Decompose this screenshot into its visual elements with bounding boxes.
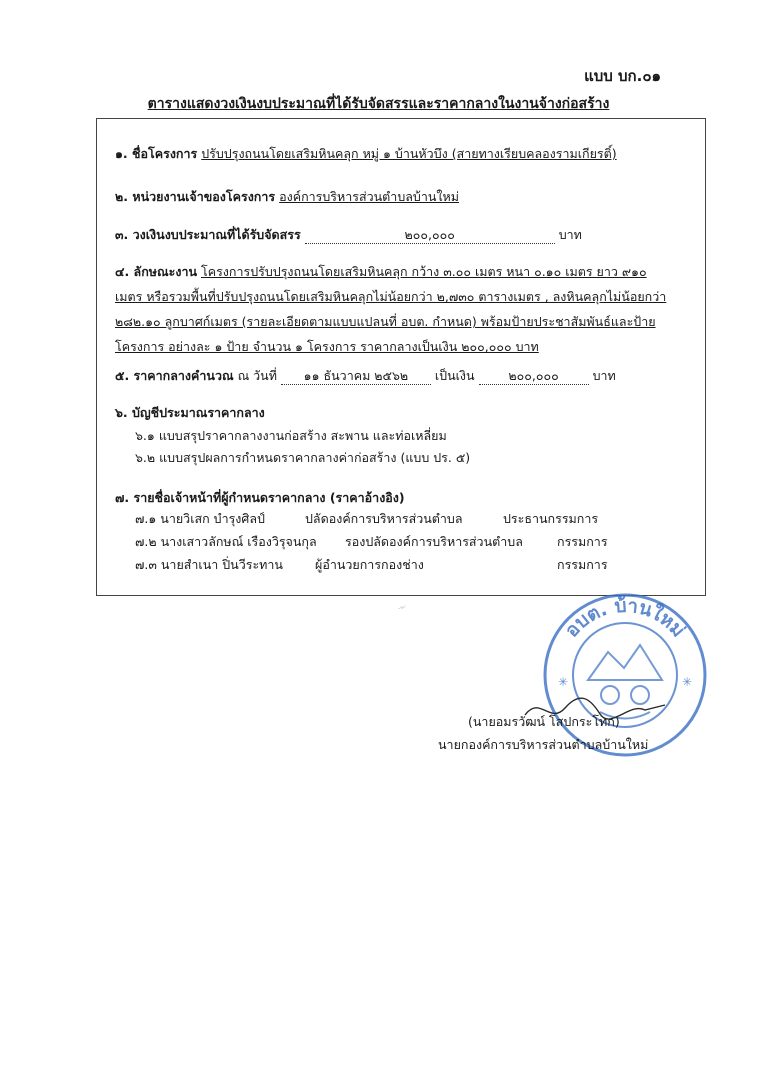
form-code: แบบ บก.๐๑ [584, 67, 661, 85]
member-3-name: ๗.๓ นายสำเนา ปิ่นวีระทาน [135, 557, 283, 572]
content-box [96, 118, 706, 596]
item-1-label: ๑. ชื่อโครงการ [115, 146, 198, 161]
item-5-amount-prefix: เป็นเงิน [434, 368, 475, 383]
item-4-line-3: ๒๘๒.๑๐ ลูกบาศก์เมตร (รายละเอียดตามแบบแปลนที่ อบต. กำหนด) พร้อมป้ายประชาสัมพันธ์และป้าย [115, 314, 656, 329]
item-3-amount: ๒๐๐,๐๐๐ [305, 227, 555, 244]
item-2-value: องค์การบริหารส่วนตำบลบ้านใหม่ [279, 189, 459, 204]
item-5-amount: ๒๐๐,๐๐๐ [479, 368, 589, 385]
item-6 [115, 400, 687, 425]
item-4-line-2: เมตร หรือรวมพื้นที่ปรับปรุงถนนโดยเสริมหินคลุกไม่น้อยกว่า ๒,๗๓๐ ตารางเมตร , ลงหินคลุกไม่น้อยกว่า [115, 289, 667, 304]
member-1-position: ปลัดองค์การบริหารส่วนตำบล [305, 511, 463, 526]
svg-text:อบต. บ้านใหม่ [561, 595, 690, 642]
item-3 [115, 222, 687, 247]
item-1 [115, 141, 687, 166]
scan-mark: ·ʷˈ [398, 605, 406, 613]
item-3-label: ๓. วงเงินงบประมาณที่ได้รับจัดสรร [115, 227, 301, 242]
item-7-label: ๗. รายชื่อเจ้าหน้าที่ผู้กำหนดราคากลาง (ราคาอ้างอิง) [115, 490, 405, 505]
item-4-line-1: โครงการปรับปรุงถนนโดยเสริมหินคลุก กว้าง ๓.๐๐ เมตร หนา ๐.๑๐ เมตร ยาว ๙๑๐ [201, 264, 647, 279]
item-4 [115, 259, 687, 359]
stamp-text: อบต. บ้านใหม่ [560, 594, 690, 642]
item-6-sub-1: ๖.๑ แบบสรุปราคากลางงานก่อสร้าง สะพาน และท่อเหลี่ยม [135, 428, 447, 443]
member-3-role: กรรมการ [557, 557, 608, 572]
member-1-name: ๗.๑ นายวิเสก บำรุงศิลป์ [135, 511, 265, 526]
member-2-position: รองปลัดองค์การบริหารส่วนตำบล [345, 534, 523, 549]
item-5 [115, 363, 687, 388]
signatory-name: (นายอมรวัฒน์ โสปกระโทก) [468, 714, 620, 729]
document-title: ตารางแสดงวงเงินงบประมาณที่ได้รับจัดสรรและราคากลางในงานจ้างก่อสร้าง [147, 96, 610, 112]
member-2-role: กรรมการ [557, 534, 608, 549]
item-6-sub-2: ๖.๒ แบบสรุปผลการกำหนดราคากลางค่าก่อสร้าง (แบบ ปร. ๕) [135, 450, 471, 465]
item-7 [115, 485, 687, 510]
item-2-label: ๒. หน่วยงานเจ้าของโครงการ [115, 189, 276, 204]
item-3-unit: บาท [558, 227, 582, 242]
svg-text:✳: ✳ [682, 675, 693, 689]
item-1-value: ปรับปรุงถนนโดยเสริมหินคลุก หมู่ ๑ บ้านหัวบึง (สายทางเรียบคลองรามเกียรติ์) [201, 146, 617, 161]
item-4-label: ๔. ลักษณะงาน [115, 264, 198, 279]
svg-text:✳: ✳ [558, 675, 569, 689]
item-4-line-4: โครงการ อย่างละ ๑ ป้าย จำนวน ๑ โครงการ ราคากลางเป็นเงิน ๒๐๐,๐๐๐ บาท [115, 339, 539, 354]
item-5-label: ๕. ราคากลางคำนวณ [115, 368, 234, 383]
member-2-name: ๗.๒ นางเสาวลักษณ์ เรืองวิรุจนกุล [135, 534, 317, 549]
item-5-date: ๑๑ ธันวาคม ๒๕๖๒ [281, 368, 431, 385]
item-2 [115, 184, 687, 209]
member-1-role: ประธานกรรมการ [503, 511, 599, 526]
member-3-position: ผู้อำนวยการกองช่าง [315, 557, 424, 572]
item-5-date-prefix: ณ วันที่ [237, 368, 277, 383]
signatory-title: นายกองค์การบริหารส่วนตำบลบ้านใหม่ [438, 737, 649, 752]
item-6-label: ๖. บัญชีประมาณราคากลาง [115, 405, 265, 420]
item-5-unit: บาท [592, 368, 616, 383]
